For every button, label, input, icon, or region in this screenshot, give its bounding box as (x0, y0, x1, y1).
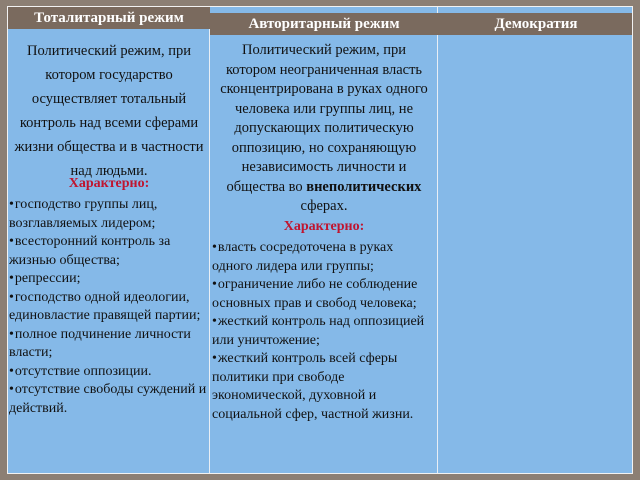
totalitarian-list (9, 196, 208, 418)
authoritarian-definition-text: Политический режим, при котором неограниченная власть сконцентрирована в руках одного человека или группы лиц, не допускающих политическую оппозицию, но сохраняющую независимость личности и общества во (220, 42, 428, 195)
list-item: •ограничение либо не соблюдение основных прав и свобод человека; (212, 277, 418, 311)
bullet-icon: • (9, 289, 14, 305)
header-totalitarian: Тоталитарный режим (8, 7, 210, 29)
list-item: •господство группы лиц, возглавляемых лидером; (9, 197, 158, 231)
list-item: •репрессии; (9, 271, 81, 286)
bullet-icon: • (212, 240, 217, 255)
list-item: •отсутствие оппозиции. (9, 363, 152, 379)
list-item: •господство одной идеологии, единовластие правящей партии; (9, 289, 201, 323)
authoritarian-definition (216, 41, 432, 217)
list-item: •власть сосредоточена в руках одного лидера или группы; (212, 240, 394, 274)
totalitarian-characteristic-label: Характерно: (68, 176, 150, 191)
bullet-icon: • (212, 314, 217, 329)
authoritarian-definition-end: сферах. (300, 198, 348, 214)
bullet-icon: • (212, 277, 217, 292)
bullet-icon: • (9, 234, 14, 249)
header-democracy: Демократия (438, 13, 633, 35)
list-item: •полное подчинение личности власти; (9, 326, 191, 360)
bullet-icon: • (9, 363, 14, 379)
header-authoritarian: Авторитарный режим (210, 13, 438, 35)
list-item: •всесторонний контроль за жизнью общества; (9, 234, 171, 268)
column-democracy (438, 7, 633, 473)
bullet-icon: • (9, 382, 14, 397)
totalitarian-definition: Политический режим, при котором государство осуществляет тотальный контроль над всеми сферами жизни общества и в частности над людьми. (14, 43, 204, 179)
bullet-icon: • (9, 326, 14, 342)
regimes-table (7, 6, 633, 474)
bullet-icon: • (9, 271, 14, 286)
list-item: •жесткий контроль всей сферы политики при свободе экономической, духовной и социальной сфер, частной жизни. (212, 351, 414, 422)
authoritarian-list (212, 239, 436, 424)
bullet-icon: • (212, 351, 217, 366)
list-item: •отсутствие свободы суждений и действий. (9, 382, 207, 416)
bullet-icon: • (9, 197, 14, 212)
list-item: •жесткий контроль над оппозицией или уничтожение; (212, 314, 425, 348)
authoritarian-characteristic-label: Характерно: (283, 219, 365, 234)
authoritarian-definition-bold: внеполитических (306, 178, 422, 195)
